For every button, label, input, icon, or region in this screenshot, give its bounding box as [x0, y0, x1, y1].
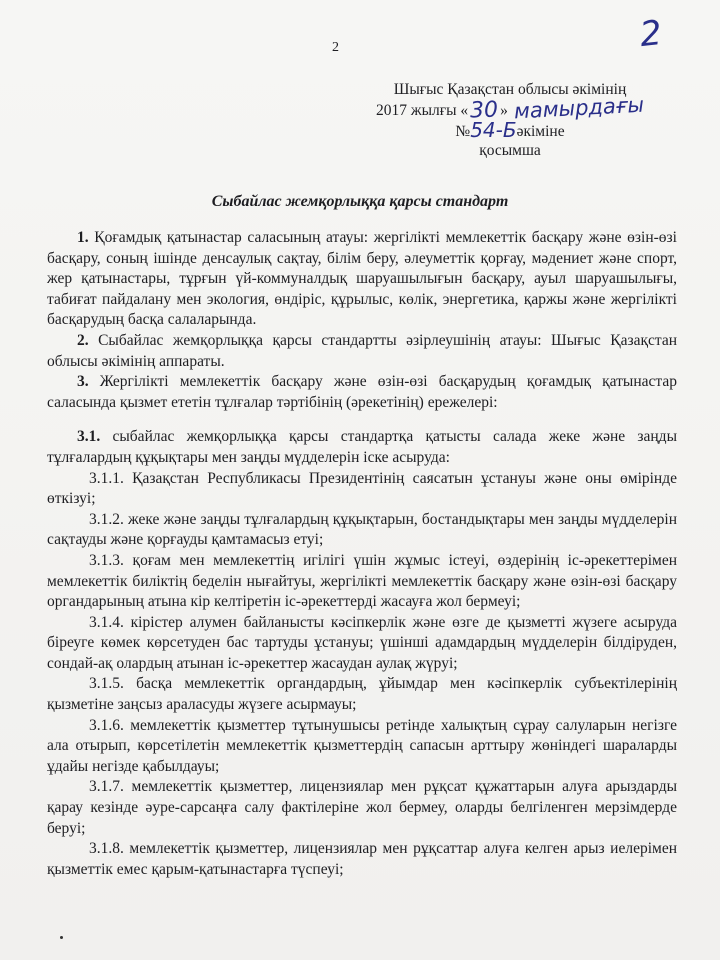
handwritten-month: мамырдағы — [513, 92, 645, 124]
paragraph-2-number: 2. — [77, 331, 89, 349]
paragraph-1-number: 1. — [77, 229, 89, 246]
annex-header — [360, 80, 660, 160]
paragraph-3-1-8: 3.1.8. мемлекеттік қызметтер, лицензиялар мен рұқсаттар алуға келген арыз иелерімен қызметтік емес қарым-қатынастарға түспеуі; — [47, 840, 677, 878]
paragraph-3-1 — [47, 427, 677, 468]
annex-quote-close: » — [500, 102, 508, 119]
annex-line-3 — [360, 120, 660, 141]
paragraph-1-text: Қоғамдық қатынастар саласының атауы: жергілікті мемлекеттік басқару және өзін-өзі басқару, соның ішінде денсаулық сақтау, білім беру, әлеуметтік қорғау, мәдениет және спорт, жер қатынастары, тұрғын үй-коммуналдық шаруашылығын басқару, ауыл шаруашылығы, табиғат пайдалану мен экология, өндіріс, құрылыс, көлік, энергетика, қаржы және жергілікті басқарудың басқа салаларында. — [47, 229, 677, 329]
annex-line-2 — [360, 92, 660, 124]
paragraph-3-1-6: 3.1.6. мемлекеттік қызметтер тұтынушысы ретінде халықтың сұрау салуларын негізге ала отырып, көрсетілетін мемлекеттік қызметтердің сапасын арттыру жөніндегі шараларды ұдайы негізде қабылдауы; — [47, 716, 677, 775]
annex-line-1: Шығыс Қазақстан облысы әкімінің — [393, 81, 627, 98]
handwritten-day: 30 — [469, 97, 499, 124]
paragraph-3-1-1: 3.1.1. Қазақстан Республикасы Президентінің саясатын ұстануы және оны өмірінде өткізуі; — [47, 469, 677, 508]
paragraph-3-1-5: 3.1.5. басқа мемлекеттік органдардың, ұйымдар мен кәсіпкерлік субъектілерінің қызметіне заңсыз араласуды жүзеге асырмауы; — [47, 675, 677, 714]
annex-year-text: 2017 жылғы « — [375, 102, 469, 119]
handwritten-page-number: 2 — [637, 12, 664, 56]
paragraph-1 — [47, 228, 677, 331]
annex-number-sign: № — [455, 123, 471, 140]
document-title: Сыбайлас жемқорлыққа қарсы стандарт — [211, 193, 509, 210]
paragraph-2-text: Сыбайлас жемқорлыққа қарсы стандартты әзірлеушінің атауы: Шығыс Қазақстан облысы әкімінің аппараты. — [47, 331, 677, 370]
document-body — [47, 228, 677, 880]
page-number: 2 — [332, 40, 339, 55]
paragraph-3-number: 3. — [77, 373, 89, 391]
paragraph-3-1-4: 3.1.4. кірістер алумен байланысты кәсіпкерлік және өзге де қызметті жүзеге асыруда біреуге көмек көрсетуден бас тартуды ұстануы; үшінші адамдардың мүдделерін білдіруден, сондай-ақ олардың атынан іс-әрекеттер жасаудан аулақ жүруі; — [47, 613, 677, 672]
annex-order-text: әкіміне — [516, 123, 565, 140]
paragraph-3-text: Жергілікті мемлекеттік басқару және өзін-өзі басқарудың қоғамдық қатынастар саласында қызмет ететін тұлғалар тәртібінің (әрекетінің) ережелері: — [47, 373, 677, 411]
paragraph-3-1-3: 3.1.3. қоғам мен мемлекеттің игілігі үшін жұмыс істеуі, өздерінің іс-әрекеттерімен мемлекеттік биліктің беделін нығайтуы, жергілікті мемлекеттік басқару және өзін-өзі басқару органдарының атына кір келтіретін іс-әрекеттерді жасауға жол бермеуі; — [47, 551, 677, 611]
paragraph-3 — [47, 372, 677, 413]
paragraph-3-1-2: 3.1.2. жеке және заңды тұлғалардың құқықтарын, бостандықтары мен заңды мүдделерін сақтауды және қорғауды қамтамасыз етуі; — [47, 510, 677, 549]
scan-speck — [60, 936, 63, 939]
paragraph-3-1-number: 3.1. — [77, 428, 101, 446]
paragraph-3-1-text: сыбайлас жемқорлыққа қарсы стандартқа қатысты салада жеке және заңды тұлғалардың құқықтары мен заңды мүдделерін іске асыруда: — [47, 428, 677, 466]
paragraph-2 — [47, 331, 677, 372]
handwritten-order-number: 54-Б — [470, 118, 517, 142]
annex-line-4: қосымша — [479, 142, 541, 159]
paragraph-3-1-7: 3.1.7. мемлекеттік қызметтер, лицензиялар мен рұқсат құжаттарын алуға арыздарды қарау кезінде әуре-сарсаңға салу фактілеріне жол бермеу, оларды белгіленген мерзімдерде беруі; — [47, 778, 677, 837]
